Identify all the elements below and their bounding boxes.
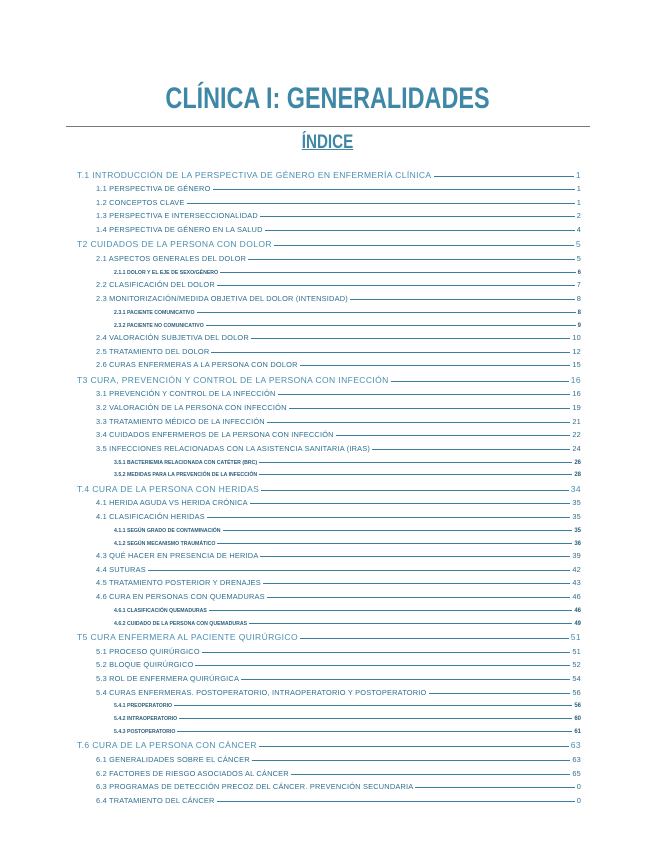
toc-page-number: 8 [576, 293, 581, 303]
toc-leader-line [261, 490, 569, 491]
toc-section-entry[interactable] [77, 193, 581, 207]
toc-leader-line [259, 462, 572, 463]
toc-page-number: 60 [574, 716, 581, 723]
toc-subsection-entry[interactable] [77, 722, 581, 735]
toc-leader-line [336, 435, 571, 436]
toc-entry-title: 5.4 CURAS ENFERMERAS. POSTOPERATORIO, INTRAOPERATORIO Y POSTOPERATORIO [96, 687, 427, 697]
toc-chapter-entry[interactable] [77, 627, 581, 643]
toc-page-number: 61 [574, 728, 581, 735]
toc-page-number: 22 [572, 430, 581, 440]
toc-entry-title: 4.3 QUÉ HACER EN PRESENCIA DE HERIDA [96, 551, 259, 561]
toc-section-entry[interactable] [77, 750, 581, 764]
toc-entry-title: 1.4 PERSPECTIVA DE GÉNERO EN LA SALUD [96, 224, 263, 234]
toc-section-entry[interactable] [77, 791, 581, 805]
toc-leader-line [350, 299, 575, 300]
toc-entry-title: 6.2 FACTORES DE RIESGO ASOCIADOS AL CÁNCER [96, 768, 289, 778]
document-title: CLÍNICA I: GENERALIDADES [165, 82, 490, 115]
toc-page-number: 0 [576, 782, 581, 792]
toc-leader-line [148, 570, 571, 571]
toc-leader-line [251, 338, 571, 339]
toc-entry-title: 1.1 PERSPECTIVA DE GÉNERO [96, 184, 211, 194]
toc-entry-title: T.1 INTRODUCCIÓN DE LA PERSPECTIVA DE GÉNERO EN ENFERMERÍA CLÍNICA [77, 169, 432, 180]
toc-page-number: 6 [577, 269, 581, 276]
toc-entry-title: 4.4 SUTURAS [96, 564, 146, 574]
toc-section-entry[interactable] [77, 507, 581, 521]
toc-leader-line [213, 189, 575, 190]
toc-page-number: 7 [576, 280, 581, 290]
toc-leader-line [415, 787, 574, 788]
toc-page-number: 63 [570, 740, 581, 751]
toc-entry-title: 3.2 VALORACIÓN DE LA PERSONA CON INFECCIÓN [96, 403, 287, 413]
toc-page-number: 35 [572, 498, 581, 508]
toc-entry-title: 4.1.1 SEGÚN GRADO DE CONTAMINACIÓN [114, 527, 221, 534]
toc-section-entry[interactable] [77, 764, 581, 778]
table-of-contents [77, 164, 581, 805]
toc-entry-title: 5.3 ROL DE ENFERMERA QUIRÚRGICA [96, 673, 240, 683]
toc-section-entry[interactable] [77, 494, 581, 508]
toc-page-number: 46 [574, 607, 581, 614]
toc-entry-title: 4.6.1 CLASIFICACIÓN QUEMADURAS [114, 607, 207, 614]
toc-entry-title: 1.2 CONCEPTOS CLAVE [96, 197, 185, 207]
toc-leader-line [179, 718, 572, 719]
toc-leader-line [211, 352, 570, 353]
toc-subsection-entry[interactable] [77, 521, 581, 534]
title-divider [66, 126, 590, 127]
toc-section-entry[interactable] [77, 249, 581, 263]
toc-page-number: 8 [577, 309, 581, 316]
toc-entry-title: 4.1 CLASIFICACIÓN HERIDAS [96, 512, 205, 522]
toc-entry-title: 1.3 PERSPECTIVA E INTERSECCIONALIDAD [96, 211, 258, 221]
toc-leader-line [259, 474, 572, 475]
toc-page-number: 36 [574, 540, 581, 547]
toc-leader-line [252, 760, 571, 761]
toc-page-number: 54 [572, 673, 581, 683]
toc-page-number: 35 [572, 512, 581, 522]
toc-entry-title: 3.5.2 MEDIDAS PARA LA PREVENCIÓN DE LA INFECCIÓN [114, 472, 258, 479]
toc-subsection-entry[interactable] [77, 601, 581, 614]
toc-entry-title: 2.4 VALORACIÓN SUBJETIVA DEL DOLOR [96, 333, 249, 343]
toc-section-entry[interactable] [77, 385, 581, 399]
toc-page-number: 56 [572, 687, 581, 697]
toc-page-number: 28 [574, 472, 581, 479]
toc-page-number: 5 [575, 239, 581, 250]
toc-entry-title: 4.1.2 SEGÚN MECANISMO TRAUMÁTICO [114, 540, 216, 547]
toc-section-entry[interactable] [77, 778, 581, 792]
toc-leader-line [291, 774, 571, 775]
toc-leader-line [267, 422, 571, 423]
toc-page-number: 43 [572, 578, 581, 588]
toc-entry-title: 4.5 TRATAMIENTO POSTERIOR Y DRENAJES [96, 578, 261, 588]
toc-entry-title: 5.1 PROCESO QUIRÚRGICO [96, 646, 200, 656]
toc-leader-line [202, 652, 571, 653]
toc-subsection-entry[interactable] [77, 614, 581, 627]
toc-leader-line [267, 597, 571, 598]
toc-section-entry[interactable] [77, 220, 581, 234]
toc-entry-title: 2.5 TRATAMIENTO DEL DOLOR [96, 346, 210, 356]
toc-leader-line [429, 693, 571, 694]
toc-section-entry[interactable] [77, 329, 581, 343]
toc-leader-line [217, 543, 572, 544]
toc-leader-line [197, 312, 576, 313]
toc-page-number: 35 [574, 527, 581, 534]
toc-page-number: 16 [570, 374, 581, 385]
toc-leader-line [260, 556, 570, 557]
toc-leader-line [248, 259, 575, 260]
toc-section-entry[interactable] [77, 276, 581, 290]
toc-entry-title: 5.4.3 POSTOPERATORIO [114, 728, 176, 735]
toc-page-number: 4 [576, 224, 581, 234]
toc-leader-line [241, 679, 570, 680]
toc-section-entry[interactable] [77, 439, 581, 453]
toc-leader-line [260, 216, 575, 217]
toc-chapter-entry[interactable] [77, 478, 581, 494]
toc-leader-line [249, 623, 572, 624]
toc-page-number: 15 [572, 360, 581, 370]
toc-section-entry[interactable] [77, 342, 581, 356]
toc-entry-title: 2.3 MONITORIZACIÓN/MEDIDA OBJETIVA DEL DOLOR (INTENSIDAD) [96, 293, 348, 303]
index-heading: ÍNDICE [301, 132, 354, 153]
toc-entry-title: T.4 CURA DE LA PERSONA CON HERIDAS [77, 483, 260, 494]
toc-section-entry[interactable] [77, 426, 581, 440]
toc-subsection-entry[interactable] [77, 303, 581, 316]
toc-section-entry[interactable] [77, 207, 581, 221]
toc-page-number: 1 [576, 184, 581, 194]
toc-entry-title: 2.3.1 PACIENTE COMUNICATIVO [114, 309, 195, 316]
toc-leader-line [391, 381, 569, 382]
toc-page-number: 12 [572, 346, 581, 356]
toc-page-number: 24 [572, 443, 581, 453]
toc-entry-title: 6.1 GENERALIDADES SOBRE EL CÁNCER [96, 755, 250, 764]
toc-page-number: 39 [572, 551, 581, 561]
toc-leader-line [220, 272, 576, 273]
toc-page-number: 16 [572, 389, 581, 399]
toc-leader-line [207, 517, 570, 518]
toc-page-number: 56 [574, 703, 581, 710]
toc-page-number: 10 [572, 333, 581, 343]
toc-subsection-entry[interactable] [77, 697, 581, 710]
toc-entry-title: 6.3 PROGRAMAS DE DETECCIÓN PRECOZ DEL CÁNCER. PREVENCIÓN SECUNDARIA [96, 782, 414, 792]
toc-leader-line [177, 731, 572, 732]
toc-entry-title: 3.4 CUIDADOS ENFERMEROS DE LA PERSONA CON INFECCIÓN [96, 430, 334, 440]
toc-section-entry[interactable] [77, 398, 581, 412]
toc-leader-line [265, 230, 575, 231]
toc-entry-title: 6.4 TRATAMIENTO DEL CÁNCER [96, 795, 215, 805]
toc-leader-line [187, 203, 575, 204]
toc-entry-title: 4.6.2 CUIDADO DE LA PERSONA CON QUEMADURAS [114, 620, 248, 627]
toc-entry-title: 3.5 INFECCIONES RELACIONADAS CON LA ASISTENCIA SANITARIA (IRAS) [96, 443, 371, 453]
toc-section-entry[interactable] [77, 547, 581, 561]
toc-section-entry[interactable] [77, 587, 581, 601]
toc-page-number: 51 [572, 646, 581, 656]
toc-entry-title: 5.2 BLOQUE QUIRÚRGICO [96, 660, 194, 670]
toc-leader-line [300, 365, 571, 366]
toc-leader-line [250, 503, 571, 504]
toc-entry-title: 2.3.2 PACIENTE NO COMUNICATIVO [114, 322, 204, 329]
toc-entry-title: T2 CUIDADOS DE LA PERSONA CON DOLOR [77, 239, 272, 250]
toc-page-number: 63 [572, 755, 581, 764]
toc-page-number: 19 [572, 403, 581, 413]
toc-page-number: 51 [570, 632, 581, 643]
toc-subsection-entry[interactable] [77, 316, 581, 329]
toc-leader-line [274, 245, 574, 246]
toc-page-number: 34 [570, 483, 581, 494]
toc-entry-title: 2.1.1 DOLOR Y EL EJE DE SEXO/GÉNERO [114, 269, 219, 276]
toc-leader-line [174, 705, 572, 706]
toc-page-number: 42 [572, 564, 581, 574]
toc-leader-line [209, 610, 573, 611]
toc-section-entry[interactable] [77, 574, 581, 588]
toc-leader-line [289, 408, 571, 409]
toc-page-number: 0 [576, 795, 581, 805]
toc-section-entry[interactable] [77, 642, 581, 656]
toc-entry-title: T.6 CURA DE LA PERSONA CON CÁNCER [77, 740, 257, 751]
toc-section-entry[interactable] [77, 683, 581, 697]
toc-entry-title: 2.1 ASPECTOS GENERALES DEL DOLOR [96, 253, 247, 263]
toc-leader-line [195, 665, 570, 666]
toc-entry-title: 5.4.1 PREOPERATORIO [114, 703, 173, 710]
toc-page-number: 49 [574, 620, 581, 627]
toc-entry-title: 3.3 TRATAMIENTO MÉDICO DE LA INFECCIÓN [96, 416, 265, 426]
toc-page-number: 9 [577, 322, 581, 329]
toc-leader-line [223, 530, 573, 531]
toc-page-number: 65 [572, 768, 581, 778]
toc-chapter-entry[interactable] [77, 369, 581, 385]
toc-page-number: 46 [572, 592, 581, 602]
toc-leader-line [206, 325, 576, 326]
toc-subsection-entry[interactable] [77, 466, 581, 479]
toc-page-number: 52 [572, 660, 581, 670]
toc-entry-title: T3 CURA, PREVENCIÓN Y CONTROL DE LA PERSONA CON INFECCIÓN [77, 374, 389, 385]
toc-entry-title: 4.1 HERIDA AGUDA VS HERIDA CRÓNICA [96, 498, 248, 508]
toc-entry-title: 3.5.1 BACTERIEMIA RELACIONADA CON CATÉTER (BRC) [114, 459, 258, 466]
toc-chapter-entry[interactable] [77, 164, 581, 180]
toc-section-entry[interactable] [77, 560, 581, 574]
toc-entry-title: T5 CURA ENFERMERA AL PACIENTE QUIRÚRGICO [77, 632, 298, 643]
toc-page-number: 1 [575, 169, 581, 180]
toc-subsection-entry[interactable] [77, 263, 581, 276]
toc-leader-line [278, 394, 571, 395]
toc-leader-line [263, 583, 570, 584]
toc-subsection-entry[interactable] [77, 453, 581, 466]
toc-section-entry[interactable] [77, 656, 581, 670]
toc-leader-line [434, 176, 574, 177]
toc-page-number: 1 [576, 197, 581, 207]
toc-subsection-entry[interactable] [77, 709, 581, 722]
toc-page-number: 21 [572, 416, 581, 426]
toc-page-number: 26 [574, 459, 581, 466]
toc-entry-title: 3.1 PREVENCIÓN Y CONTROL DE LA INFECCIÓN [96, 389, 276, 399]
toc-section-entry[interactable] [77, 289, 581, 303]
toc-entry-title: 2.2 CLASIFICACIÓN DEL DOLOR [96, 280, 215, 290]
toc-leader-line [217, 801, 575, 802]
toc-chapter-entry[interactable] [77, 234, 581, 250]
toc-section-entry[interactable] [77, 412, 581, 426]
toc-entry-title: 5.4.2 INTRAOPERATORIO [114, 716, 178, 723]
toc-leader-line [217, 285, 575, 286]
toc-entry-title: 2.6 CURAS ENFERMERAS A LA PERSONA CON DOLOR [96, 360, 298, 370]
toc-chapter-entry[interactable] [77, 735, 581, 751]
toc-section-entry[interactable] [77, 669, 581, 683]
toc-section-entry[interactable] [77, 180, 581, 194]
toc-page-number: 2 [576, 211, 581, 221]
toc-section-entry[interactable] [77, 356, 581, 370]
toc-subsection-entry[interactable] [77, 534, 581, 547]
toc-entry-title: 4.6 CURA EN PERSONAS CON QUEMADURAS [96, 592, 265, 602]
toc-leader-line [300, 638, 569, 639]
toc-page-number: 5 [576, 253, 581, 263]
toc-leader-line [259, 746, 569, 747]
toc-leader-line [372, 449, 570, 450]
